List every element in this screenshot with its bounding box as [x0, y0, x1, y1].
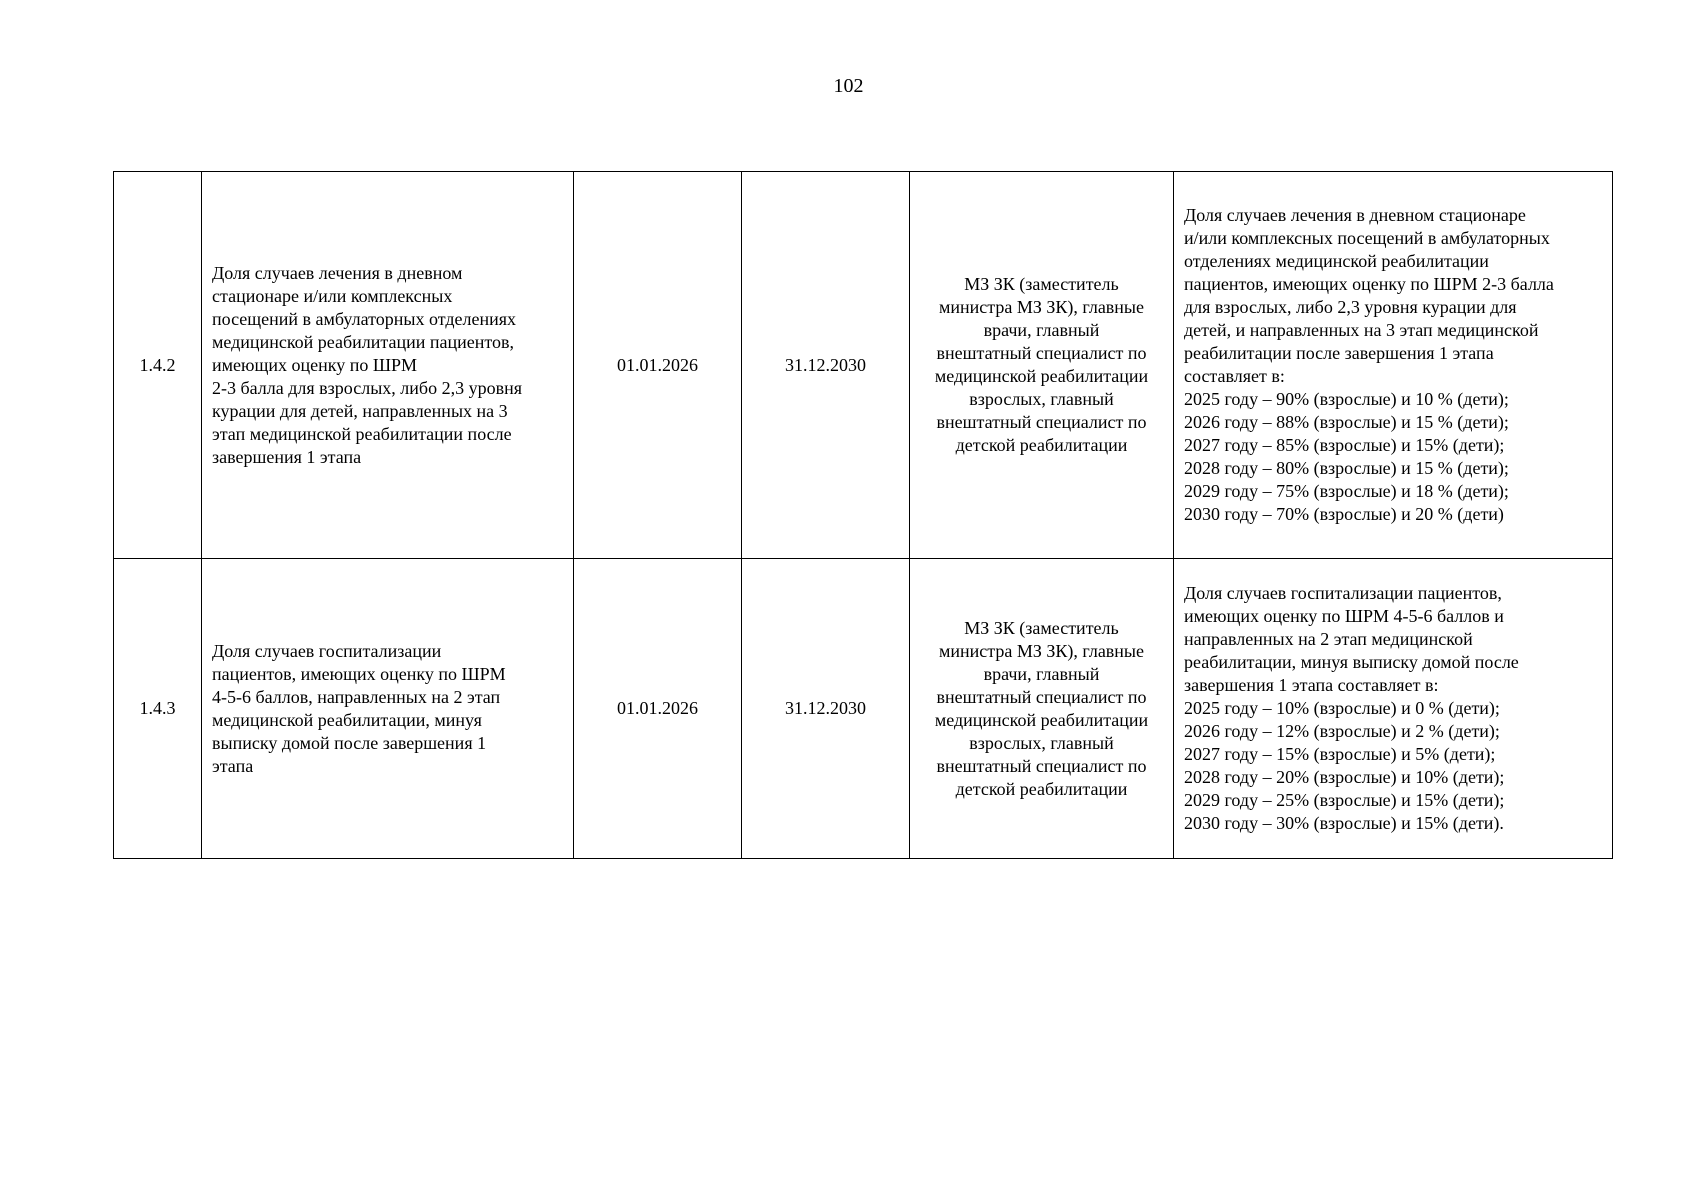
text-line: посещений в амбулаторных отделениях: [212, 308, 517, 329]
text-line: 2029 году – 75% (взрослые) и 18 % (дети);: [1184, 481, 1509, 501]
text-line: 2025 году – 10% (взрослые) и 0 % (дети);: [1184, 698, 1500, 718]
responsible-text: [920, 273, 1163, 457]
text-line: министра МЗ ЗК), главные: [938, 640, 1145, 661]
measure-name: [212, 640, 563, 778]
text-line: МЗ ЗК (заместитель: [964, 274, 1119, 294]
text-line: внештатный специалист по: [936, 755, 1147, 776]
text-line: 2026 году – 12% (взрослые) и 2 % (дети);: [1184, 721, 1500, 741]
measure-name-cell: [202, 559, 574, 859]
text-line: 2027 году – 15% (взрослые) и 5% (дети);: [1184, 744, 1496, 764]
end-date: 31.12.2030: [785, 354, 866, 375]
text-line: курации для детей, направленных на 3: [212, 400, 508, 421]
measure-name: [212, 262, 563, 469]
table-row: [114, 172, 1613, 559]
text-line: 2028 году – 20% (взрослые) и 10% (дети);: [1184, 767, 1505, 787]
text-line: 2027 году – 85% (взрослые) и 15% (дети);: [1184, 435, 1505, 455]
expected-result-text: [1184, 204, 1602, 526]
start-date: 01.01.2026: [617, 354, 698, 375]
text-line: отделениях медицинской реабилитации: [1184, 251, 1489, 271]
text-line: 2028 году – 80% (взрослые) и 15 % (дети);: [1184, 458, 1509, 478]
text-line: взрослых, главный: [969, 389, 1114, 409]
text-line: 2025 году – 90% (взрослые) и 10 % (дети);: [1184, 389, 1509, 409]
text-line: 2026 году – 88% (взрослые) и 15 % (дети);: [1184, 412, 1509, 432]
text-line: реабилитации, минуя выписку домой после: [1184, 652, 1519, 672]
text-line: Доля случаев лечения в дневном стационаре: [1184, 205, 1526, 225]
text-line: имеющих оценку по ШРМ: [212, 354, 418, 375]
start-date-cell: [574, 559, 742, 859]
responsible-cell: [910, 559, 1174, 859]
item-number: 1.4.2: [139, 354, 176, 375]
text-line: выписку домой после завершения 1: [212, 732, 487, 753]
text-line: медицинской реабилитации пациентов,: [212, 331, 515, 352]
text-line: пациентов, имеющих оценку по ШРМ: [212, 663, 506, 684]
text-line: стационаре и/или комплексных: [212, 285, 453, 306]
expected-result-cell: [1174, 559, 1613, 859]
text-line: министра МЗ ЗК), главные: [938, 297, 1145, 317]
text-line: врачи, главный: [983, 320, 1100, 340]
text-line: составляет в:: [1184, 366, 1285, 386]
text-line: реабилитации после завершения 1 этапа: [1184, 343, 1494, 363]
start-date: 01.01.2026: [617, 698, 698, 718]
page-number: 102: [833, 75, 864, 97]
text-line: пациентов, имеющих оценку по ШРМ 2-3 балла: [1184, 274, 1554, 294]
text-line: завершения 1 этапа составляет в:: [1184, 675, 1439, 695]
start-date-cell: [574, 172, 742, 559]
end-date-cell: [742, 559, 910, 859]
item-number-cell: [114, 172, 202, 559]
text-line: и/или комплексных посещений в амбулаторных: [1184, 228, 1550, 248]
text-line: Доля случаев госпитализации пациентов,: [1184, 583, 1502, 603]
text-line: врачи, главный: [983, 663, 1100, 684]
text-line: этап медицинской реабилитации после: [212, 423, 512, 444]
text-line: 2-3 балла для взрослых, либо 2,3 уровня: [212, 377, 522, 398]
text-line: взрослых, главный: [969, 732, 1114, 753]
responsible-text: [920, 617, 1163, 801]
end-date: 31.12.2030: [785, 698, 866, 718]
text-line: 4-5-6 баллов, направленных на 2 этап: [212, 686, 501, 707]
measures-table: [113, 171, 1613, 859]
end-date-cell: [742, 172, 910, 559]
text-line: имеющих оценку по ШРМ 4-5-6 баллов и: [1184, 606, 1504, 626]
text-line: детей, и направленных на 3 этап медицинской: [1184, 320, 1539, 340]
text-line: направленных на 2 этап медицинской: [1184, 629, 1473, 649]
responsible-cell: [910, 172, 1174, 559]
text-line: Доля случаев лечения в дневном: [212, 262, 463, 283]
text-line: внештатный специалист по: [936, 412, 1147, 432]
text-line: 2030 году – 30% (взрослые) и 15% (дети).: [1184, 813, 1504, 833]
text-line: детской реабилитации: [955, 778, 1128, 799]
text-line: детской реабилитации: [955, 435, 1128, 455]
text-line: 2029 году – 25% (взрослые) и 15% (дети);: [1184, 790, 1505, 810]
text-line: внештатный специалист по: [936, 686, 1147, 707]
text-line: медицинской реабилитации: [934, 709, 1149, 730]
text-line: МЗ ЗК (заместитель: [964, 617, 1119, 638]
text-line: медицинской реабилитации, минуя: [212, 709, 482, 730]
text-line: 2030 году – 70% (взрослые) и 20 % (дети): [1184, 504, 1504, 524]
item-number: 1.4.3: [139, 698, 176, 718]
expected-result-text: [1184, 582, 1602, 835]
text-line: медицинской реабилитации: [934, 366, 1149, 386]
measure-name-cell: [202, 172, 574, 559]
text-line: для взрослых, либо 2,3 уровня курации для: [1184, 297, 1517, 317]
text-line: завершения 1 этапа: [212, 446, 362, 467]
text-line: Доля случаев госпитализации: [212, 640, 442, 661]
text-line: внештатный специалист по: [936, 343, 1147, 363]
item-number-cell: [114, 559, 202, 859]
table-row: [114, 559, 1613, 859]
text-line: этапа: [212, 755, 254, 776]
expected-result-cell: [1174, 172, 1613, 559]
